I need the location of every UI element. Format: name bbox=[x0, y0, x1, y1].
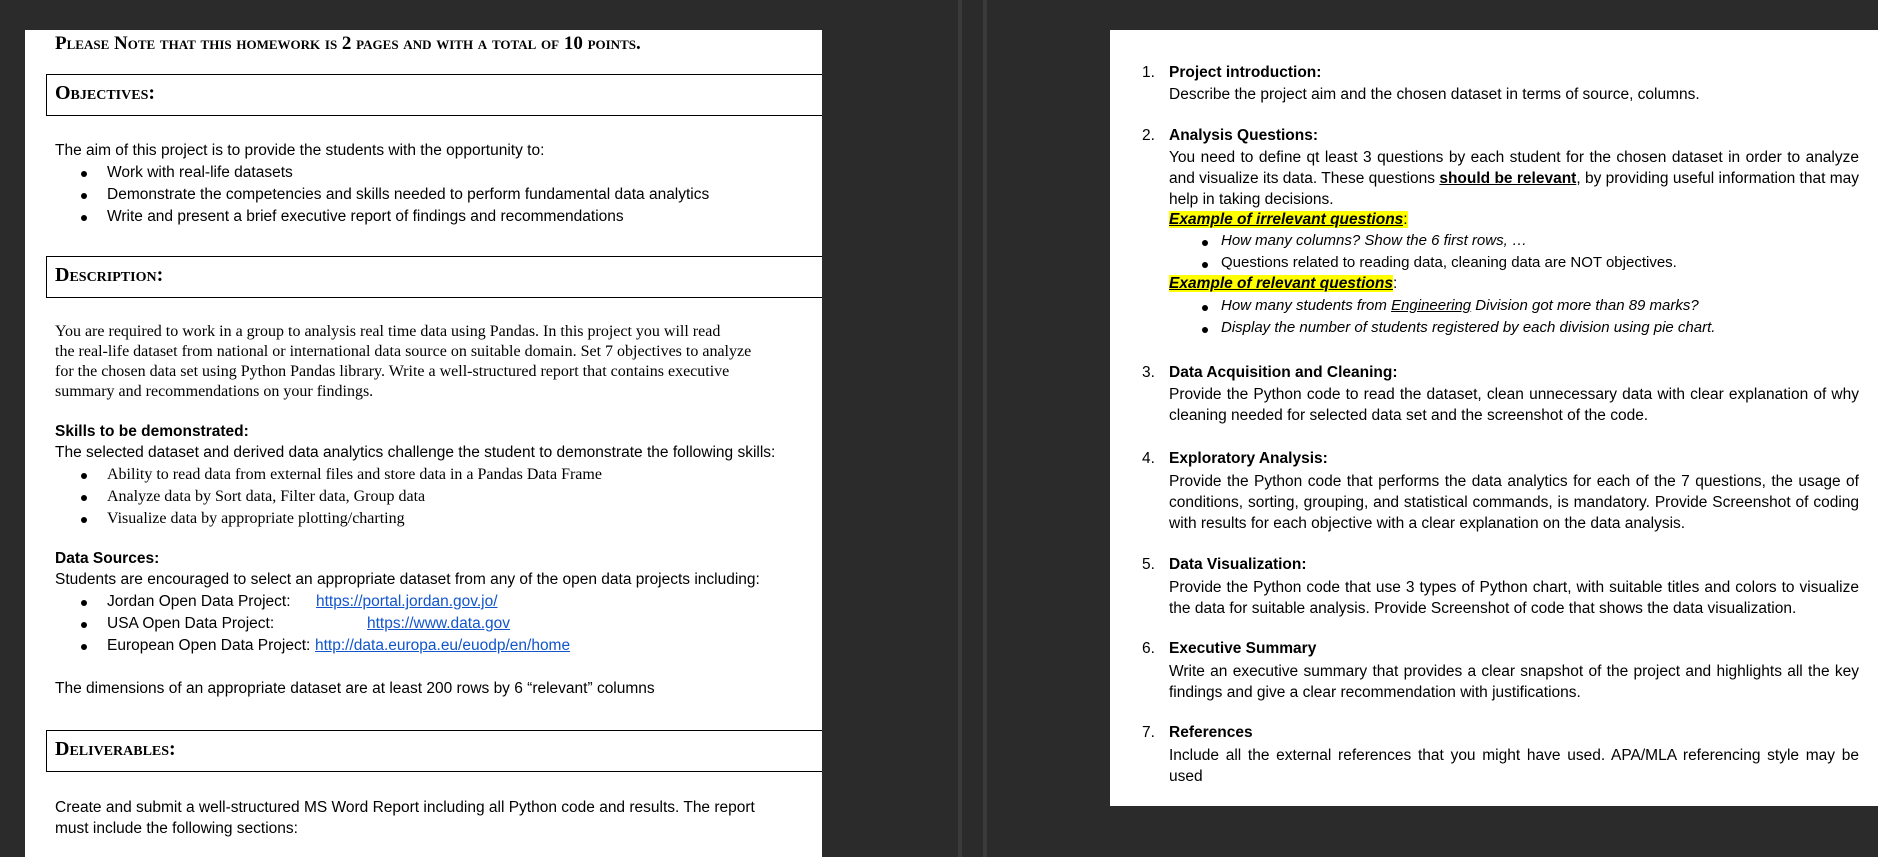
irrelevant-example: How many columns? Show the 6 first rows, … bbox=[1221, 232, 1527, 249]
bullet-icon bbox=[81, 600, 87, 606]
label-colon: : bbox=[1392, 275, 1398, 292]
section-body: Include all the external references that you might have used. APA/MLA referencing style may be used bbox=[1169, 747, 1859, 785]
section-title: Data Visualization: bbox=[1169, 556, 1307, 573]
description-heading: Description: bbox=[55, 264, 164, 286]
section-number: 5. bbox=[1142, 556, 1155, 573]
section-number: 3. bbox=[1142, 364, 1155, 381]
section-number: 7. bbox=[1142, 724, 1155, 741]
objective-item: Work with real-life datasets bbox=[107, 164, 293, 181]
bullet-icon bbox=[1202, 262, 1208, 268]
description-line: for the chosen data set using Python Pandas library. Write a well-structured report that contains executive bbox=[55, 363, 730, 380]
bullet-icon bbox=[1202, 327, 1208, 333]
irrelevant-questions-label: Example of irrelevant questions bbox=[1169, 211, 1404, 228]
section-title: Data Acquisition and Cleaning: bbox=[1169, 364, 1398, 381]
skills-intro: The selected dataset and derived data analytics challenge the student to demonstrate the following skills: bbox=[55, 444, 776, 461]
deliverables-line: must include the following sections: bbox=[55, 820, 298, 837]
bullet-icon bbox=[81, 193, 87, 199]
description-line: summary and recommendations on your findings. bbox=[55, 383, 374, 400]
emphasis-text: should be relevant bbox=[1439, 170, 1577, 187]
bullet-icon bbox=[81, 495, 87, 501]
dimensions-note: The dimensions of an appropriate dataset are at least 200 rows by 6 “relevant” columns bbox=[55, 680, 655, 697]
europe-data-link[interactable]: http://data.europa.eu/euodp/en/home bbox=[315, 637, 571, 654]
relevant-example bbox=[1221, 297, 1699, 314]
bullet-icon bbox=[81, 517, 87, 523]
description-line: You are required to work in a group to analysis real time data using Pandas. In this project you will read bbox=[55, 323, 721, 340]
skill-item: Ability to read data from external files and store data in a Pandas Data Frame bbox=[107, 466, 602, 483]
viewer-gap-right bbox=[983, 0, 987, 857]
section-number: 1. bbox=[1142, 64, 1155, 81]
bullet-icon bbox=[81, 644, 87, 650]
section-number: 2. bbox=[1142, 127, 1155, 144]
description-line: the real-life dataset from national or international data source on suitable domain. Set 7 objectives to analyze bbox=[55, 343, 752, 360]
relevant-questions-label: Example of relevant questions bbox=[1169, 275, 1393, 292]
section-title: References bbox=[1169, 724, 1253, 741]
section-body: Provide the Python code that use 3 types of Python chart, with suitable titles and colors to visualize the data for suitable analysis. Provide Screenshot of code that shows the data visualization. bbox=[1169, 579, 1859, 617]
source-label: Jordan Open Data Project: bbox=[107, 593, 291, 610]
irrelevant-label-row bbox=[1169, 211, 1408, 229]
bullet-icon bbox=[81, 622, 87, 628]
objectives-heading: Objectives: bbox=[55, 82, 156, 104]
data-sources-heading: Data Sources: bbox=[55, 550, 160, 567]
section-body bbox=[1169, 147, 1859, 210]
bullet-icon bbox=[81, 171, 87, 177]
source-label: USA Open Data Project: bbox=[107, 615, 275, 632]
deliverables-heading: Deliverables: bbox=[55, 738, 176, 760]
skill-item: Analyze data by Sort data, Filter data, Group data bbox=[107, 488, 426, 505]
objectives-heading-box bbox=[46, 74, 822, 116]
section-title: Analysis Questions: bbox=[1169, 127, 1319, 144]
relevant-example: Display the number of students registered by each division using pie chart. bbox=[1221, 319, 1716, 336]
deliverables-line: Create and submit a well-structured MS Word Report including all Python code and results. The report bbox=[55, 799, 755, 816]
irrelevant-example: Questions related to reading data, cleaning data are NOT objectives. bbox=[1221, 254, 1677, 271]
example-text: Division got more than 89 marks? bbox=[1471, 297, 1699, 314]
deliverables-heading-box bbox=[46, 730, 822, 772]
section-body: Provide the Python code that performs the data analytics for each of the 7 questions, the usage of conditions, sorting, grouping, and statistical commands, is mandatory. Provide Screenshot of coding with results for each objective with a clear explanation on the data analysis. bbox=[1169, 473, 1859, 532]
body-text: You need to define qt least 3 questions by each student for the chosen dataset in order to analyze and visualize its data. These questions bbox=[1169, 149, 1859, 187]
document-page-1[interactable] bbox=[25, 30, 822, 857]
objective-item: Write and present a brief executive report of findings and recommendations bbox=[107, 208, 624, 225]
source-label: European Open Data Project: bbox=[107, 637, 311, 654]
section-number: 6. bbox=[1142, 640, 1155, 657]
section-body: Describe the project aim and the chosen dataset in terms of source, columns. bbox=[1169, 86, 1700, 103]
body-text: , by providing useful information that may help in taking decisions. bbox=[1169, 170, 1859, 208]
homework-note: Please Note that this homework is 2 pages and with a total of 10 points. bbox=[55, 33, 641, 54]
section-title: Exploratory Analysis: bbox=[1169, 450, 1328, 467]
objectives-intro: The aim of this project is to provide the students with the opportunity to: bbox=[55, 142, 545, 159]
description-heading-box bbox=[46, 256, 822, 298]
objective-item: Demonstrate the competencies and skills needed to perform fundamental data analytics bbox=[107, 186, 710, 203]
jordan-data-link[interactable]: https://portal.jordan.gov.jo/ bbox=[316, 593, 498, 610]
bullet-icon bbox=[81, 215, 87, 221]
bullet-icon bbox=[1202, 305, 1208, 311]
section-title: Executive Summary bbox=[1169, 640, 1317, 657]
data-sources-intro: Students are encouraged to select an appropriate dataset from any of the open data projects including: bbox=[55, 571, 760, 588]
document-page-2[interactable] bbox=[1110, 30, 1878, 806]
relevant-label-row bbox=[1169, 275, 1397, 293]
skills-heading: Skills to be demonstrated: bbox=[55, 423, 249, 440]
section-body: Provide the Python code to read the dataset, clean unnecessary data with clear explanation of why cleaning needed for selected data set and the screenshot of the code. bbox=[1169, 386, 1859, 424]
section-number: 4. bbox=[1142, 450, 1155, 467]
section-body: Write an executive summary that provides a clear snapshot of the project and highlights all the key findings and give a clear recommendation with justifications. bbox=[1169, 663, 1859, 701]
example-underlined: Engineering bbox=[1391, 297, 1472, 314]
example-text: How many students from bbox=[1221, 297, 1392, 314]
skill-item: Visualize data by appropriate plotting/charting bbox=[107, 510, 405, 527]
label-colon: : bbox=[1403, 211, 1408, 228]
usa-data-link[interactable]: https://www.data.gov bbox=[367, 615, 511, 632]
bullet-icon bbox=[81, 473, 87, 479]
bullet-icon bbox=[1202, 240, 1208, 246]
section-title: Project introduction: bbox=[1169, 64, 1322, 81]
viewer-gap-left bbox=[958, 0, 962, 857]
